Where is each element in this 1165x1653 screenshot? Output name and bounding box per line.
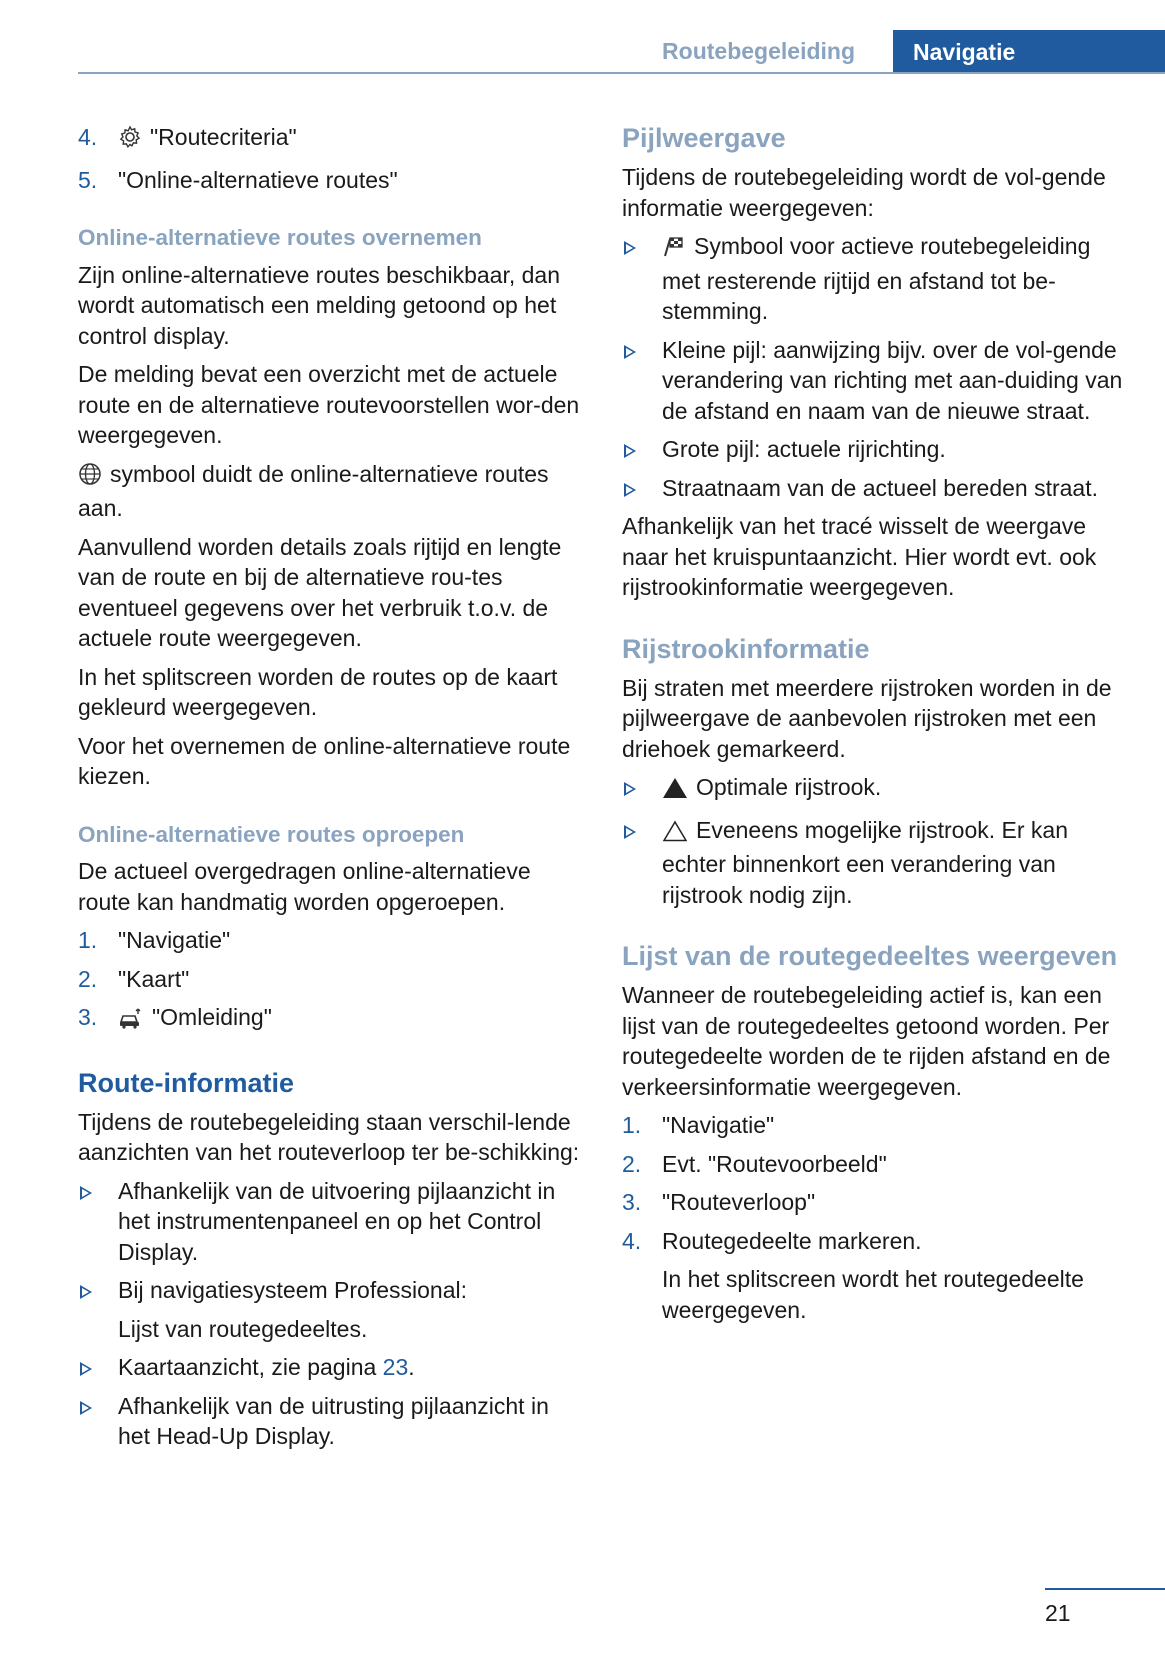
bullet-text: Symbool voor actieve routebegeleiding met resterende rijtijd en afstand tot be-stemming.	[662, 233, 1091, 324]
list-item	[622, 1110, 1130, 1141]
bullet-triangle-icon	[80, 1362, 92, 1376]
list-item	[622, 434, 1130, 465]
list-item	[622, 231, 1130, 327]
list-item	[622, 772, 1130, 807]
list-item	[622, 473, 1130, 504]
step-number: 1.	[78, 927, 98, 953]
globe-icon	[78, 462, 102, 494]
list-item	[622, 815, 1130, 911]
heading-route-informatie: Route-informatie	[78, 1067, 294, 1098]
step-text: "Navigatie"	[118, 927, 231, 953]
heading-routes-oproepen: Online-alternatieve routes oproepen	[78, 821, 465, 847]
heading-pijlweergave: Pijlweergave	[622, 123, 786, 153]
heading-lijst-routegedeeltes: Lijst van de routegedeeltes weergeven	[622, 941, 1118, 971]
paragraph: Wanneer de routebegeleiding actief is, kan een lijst van de routegedeeltes getoond worden. Per routegedeelte worden de te rijden afstand en de verkeersinformatie weergegeven.	[622, 982, 1111, 1100]
list-item	[622, 1149, 1130, 1180]
list-item	[622, 335, 1130, 427]
filled-triangle-icon	[662, 776, 688, 807]
step-text: "Navigatie"	[662, 1112, 775, 1138]
paragraph: De actueel overgedragen online-alternatieve route kan handmatig worden opgeroepen.	[78, 858, 531, 915]
step-text: "Omleiding"	[152, 1004, 272, 1030]
outline-triangle-icon	[662, 819, 688, 850]
bullet-text: Afhankelijk van de uitrusting pijlaanzicht in het Head-Up Display.	[118, 1392, 549, 1449]
step-number: 4.	[622, 1227, 642, 1254]
step-number: 3.	[622, 1189, 642, 1215]
footer-rule	[1045, 1588, 1165, 1590]
paragraph: Tijdens de routebegeleiding wordt de vol-gende informatie weergegeven:	[622, 164, 1106, 221]
heading-routes-overnemen: Online-alternatieve routes overnemen	[78, 225, 482, 250]
paragraph: Tijdens de routebegeleiding staan verschil-lende aanzichten van het routeverloop ter be-schikking:	[78, 1108, 580, 1165]
step-number: 3.	[78, 1004, 98, 1030]
step-continuation: In het splitscreen wordt het routegedeelte weergegeven.	[662, 1266, 1084, 1323]
step-text: Routegedeelte markeren.	[662, 1227, 922, 1254]
step-number: 2.	[622, 1150, 642, 1177]
list-item	[78, 964, 583, 995]
paragraph: Zijn online-alternatieve routes beschikbaar, dan wordt automatisch een melding getoond op het control display.	[78, 261, 561, 349]
step-text: "Routecriteria"	[150, 124, 297, 150]
paragraph: In het splitscreen worden de routes op de kaart gekleurd weergegeven.	[78, 663, 558, 720]
step-number: 4.	[78, 124, 98, 150]
list-item	[78, 1391, 583, 1452]
list-item	[78, 1176, 583, 1268]
bullet-triangle-icon	[624, 483, 636, 497]
chapter-tab-label: Navigatie	[913, 39, 1016, 65]
page-link[interactable]: 23	[382, 1354, 409, 1380]
step-number: 1.	[622, 1112, 642, 1138]
list-item	[78, 1352, 583, 1383]
step-text: "Kaart"	[118, 965, 190, 992]
running-header-section: Routebegeleiding	[662, 38, 855, 64]
bullet-list	[78, 1176, 583, 1306]
bullet-text-end: .	[408, 1354, 415, 1380]
bullet-triangle-icon	[624, 825, 636, 839]
step-text: "Routeverloop"	[662, 1189, 816, 1215]
route-flag-icon	[662, 235, 686, 266]
bullet-continuation: Lijst van routegedeeltes.	[118, 1315, 368, 1342]
paragraph: De melding bevat een overzicht met de actuele route en de alternatieve routevoorstellen wor-den weergegeven.	[78, 361, 580, 448]
bullet-triangle-icon	[624, 444, 636, 458]
bullet-text: Bij navigatiesysteem Professional:	[118, 1277, 467, 1303]
page-number: 21	[1045, 1600, 1071, 1626]
paragraph: Bij straten met meerdere rijstroken worden in de pijlweergave de aanbevolen rijstroken met een driehoek gemarkeerd.	[622, 674, 1112, 762]
gear-icon	[118, 125, 142, 157]
bullet-triangle-icon	[80, 1285, 92, 1299]
header-rule	[78, 72, 1165, 74]
paragraph-with-icon	[78, 459, 583, 524]
paragraph: Aanvullend worden details zoals rijtijd en lengte van de route en bij de alternatieve rou-tes eventueel gegevens over het verbruik t.o.v. de actuele route weergegeven.	[78, 533, 562, 651]
step-list-b	[78, 925, 583, 1037]
bullet-text: Eveneens mogelijke rijstrook. Er kan echter binnenkort een verandering van rijstrook nodig zijn.	[662, 816, 1068, 908]
bullet-triangle-icon	[80, 1401, 92, 1415]
step-list-a	[78, 122, 583, 195]
step-number: 5.	[78, 166, 98, 193]
step-list	[622, 1110, 1130, 1256]
bullet-list	[622, 231, 1130, 503]
left-column	[78, 122, 583, 1460]
bullet-text: Kaartaanzicht, zie pagina	[118, 1354, 383, 1380]
bullet-triangle-icon	[624, 345, 636, 359]
lane-bullet-list	[622, 772, 1130, 910]
chapter-tab	[893, 30, 1165, 74]
step-text: "Online-alternatieve routes"	[118, 166, 398, 193]
list-item	[78, 1275, 583, 1306]
list-item	[78, 925, 583, 956]
list-item	[78, 122, 583, 157]
paragraph: Voor het overnemen de online-alternatieve route kiezen.	[78, 732, 571, 789]
bullet-triangle-icon	[624, 241, 636, 255]
detour-icon	[118, 1006, 144, 1037]
bullet-triangle-icon	[624, 782, 636, 796]
step-text: Evt. "Routevoorbeeld"	[662, 1150, 887, 1177]
right-column	[622, 122, 1130, 1333]
bullet-list	[78, 1352, 583, 1452]
list-item	[622, 1187, 1130, 1218]
paragraph: Afhankelijk van het tracé wisselt de weergave naar het kruispuntaanzicht. Hier wordt evt. ook rijstrookinformatie weergegeven.	[622, 513, 1097, 600]
bullet-text: Straatnaam van de actueel bereden straat.	[662, 474, 1099, 501]
bullet-triangle-icon	[80, 1186, 92, 1200]
list-item	[78, 1002, 583, 1037]
heading-rijstrookinformatie: Rijstrookinformatie	[622, 633, 870, 664]
bullet-text: Optimale rijstrook.	[696, 774, 882, 800]
step-number: 2.	[78, 965, 98, 992]
paragraph-text: symbool duidt de online-alternatieve routes aan.	[78, 460, 549, 521]
list-item	[78, 165, 583, 196]
bullet-text: Afhankelijk van de uitvoering pijlaanzicht in het instrumentenpaneel en op het Control Display.	[118, 1177, 556, 1265]
bullet-text: Kleine pijl: aanwijzing bijv. over de vol-gende verandering van richting met aan-duiding van de afstand en naam van de nieuwe straat.	[662, 336, 1123, 424]
list-item	[622, 1226, 1130, 1257]
bullet-text: Grote pijl: actuele rijrichting.	[662, 436, 946, 462]
